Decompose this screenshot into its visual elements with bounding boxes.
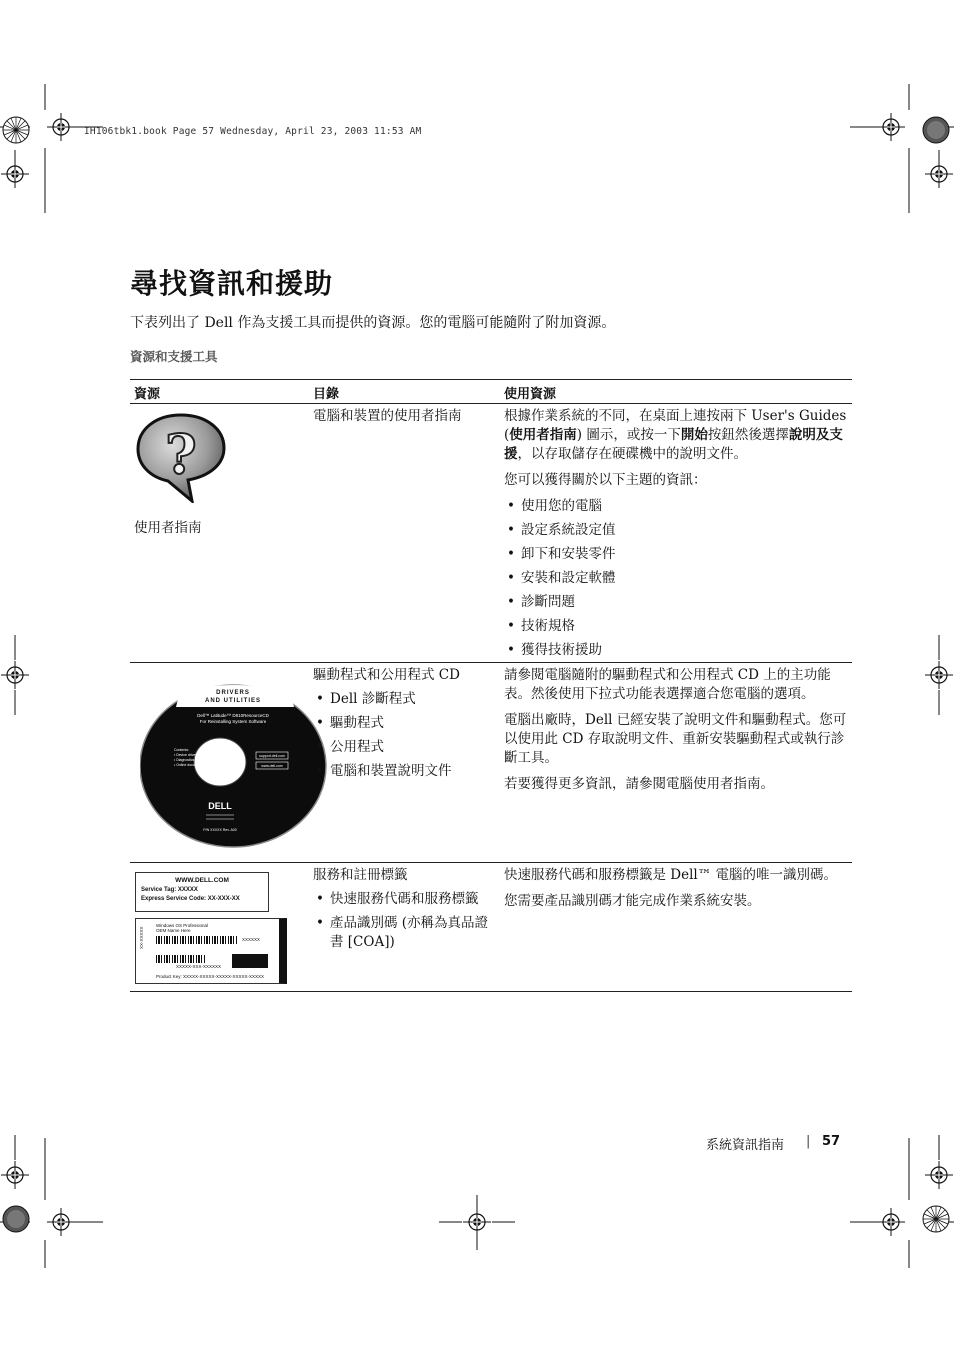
usage-paragraph: 您需要產品識別碼才能完成作業系統安裝。	[504, 893, 761, 909]
intro-paragraph: 下表列出了 Dell 作為支援工具而提供的資源。您的電腦可能隨附了附加資源。	[130, 315, 616, 331]
cd-contents-line: • Device drivers	[174, 753, 199, 757]
list-item: • Dell 診斷程式	[313, 690, 493, 709]
list-item: • 公用程式	[313, 738, 493, 757]
contents-title: 服務和註冊標籤	[313, 867, 408, 883]
usage-text: 根據作業系統的不同，在桌面上連按兩下 User's Guides (	[504, 408, 847, 443]
usage-cell	[504, 866, 852, 918]
coa-number2: XXXXX-XXX-XXXXXX	[176, 964, 222, 969]
list-item: • 驅動程式	[313, 714, 493, 733]
list-item: • 診斷問題	[504, 593, 852, 612]
cd-sub1: Dell™ Latitude™ D810ResourceCD	[197, 713, 269, 718]
usage-paragraph: 電腦出廠時，Dell 已經安裝了說明文件和驅動程式。您可以使用此 CD 存取說明文件、重新安裝驅動程式或執行診斷工具。	[504, 712, 847, 766]
dell-logo: DELL	[208, 801, 232, 811]
usage-text: ) 圖示，或按一下	[576, 427, 681, 443]
cd-label-line1: DRIVERS	[216, 690, 250, 696]
coa-hologram	[232, 954, 268, 968]
column-header-contents: 目錄	[313, 387, 340, 402]
usage-bold: 說明及支援	[504, 427, 843, 462]
list-item: • 技術規格	[504, 617, 852, 636]
coa-side-code: XX-XXXXX	[139, 926, 144, 949]
usage-paragraph: 請參閱電腦隨附的驅動程式和公用程式 CD 上的主功能表。然後使用下拉式功能表選擇適合您電腦的選項。	[504, 667, 831, 702]
table-bottom-rule	[130, 991, 852, 992]
barcode	[156, 955, 206, 963]
list-item: • 使用您的電腦	[504, 497, 852, 516]
column-header-usage: 使用資源	[504, 387, 557, 402]
cd-sub2: For Reinstalling System Software	[199, 719, 267, 724]
coa-key-value: XXXXX-XXXXX-XXXXX-XXXXX-XXXXX	[183, 974, 265, 979]
table-top-rule	[130, 379, 852, 380]
cd-part-number: P/N XXXXX Rev. A00	[203, 828, 237, 832]
list-item: • 電腦和裝置說明文件	[313, 762, 493, 781]
contents-title: 驅動程式和公用程式 CD	[313, 667, 460, 683]
coa-key-label: Product Key:	[156, 974, 182, 979]
label-express-code: Express Service Code: XX-XXX-XX	[141, 896, 240, 902]
coa-number1: XXXXXX	[242, 937, 261, 942]
coa-product-key	[156, 974, 264, 979]
service-tag-label	[135, 872, 269, 912]
row-rule	[130, 662, 852, 663]
contents-cell	[313, 866, 493, 957]
list-item: • 快速服務代碼和服務標籤	[313, 890, 493, 909]
svg-text:?: ?	[165, 422, 197, 486]
label-service-tag: Service Tag: XXXXX	[141, 887, 198, 893]
help-question-icon	[134, 411, 228, 503]
usage-text: ，以存取儲存在硬碟機中的說明文件。	[517, 446, 747, 462]
coa-os-line: Windows OS Professional	[156, 923, 209, 928]
usage-paragraph: 您可以獲得關於以下主題的資訊：	[504, 472, 707, 488]
cd-contents-line: • Online documentation	[174, 763, 211, 767]
list-item: • 獲得技術援助	[504, 641, 852, 660]
header-rule	[130, 403, 852, 404]
page-title: 尋找資訊和援助	[130, 267, 334, 300]
usage-paragraph	[504, 407, 852, 464]
usage-paragraph: 快速服務代碼和服務標籤是 Dell™ 電腦的唯一識別碼。	[504, 867, 838, 883]
cd-url2: www.dell.com	[261, 764, 283, 768]
usage-cell	[504, 407, 852, 665]
usage-cell	[504, 666, 852, 801]
print-slug: IH106tbk1.book Page 57 Wednesday, April 23, 2003 11:53 AM	[84, 126, 422, 137]
column-header-resource: 資源	[134, 387, 161, 402]
page-number: 57	[822, 1134, 841, 1149]
usage-bold: 開始	[680, 427, 708, 443]
label-url: WWW.DELL.COM	[175, 877, 229, 884]
cd-url1: support.dell.com	[259, 754, 285, 758]
resource-label: 使用者指南	[134, 520, 202, 536]
barcode	[156, 936, 238, 944]
cd-label-line2: AND UTILITIES	[205, 698, 261, 704]
contents-title: 電腦和裝置的使用者指南	[313, 408, 462, 424]
footer-separator: |	[806, 1134, 811, 1149]
list-item: • 安裝和設定軟體	[504, 569, 852, 588]
usage-text: 按鈕然後選擇	[707, 427, 789, 443]
contents-list	[313, 890, 493, 952]
contents-list	[313, 690, 493, 781]
contents-cell	[313, 666, 493, 786]
cd-contents-line: Contents:	[174, 748, 189, 752]
list-item: • 卸下和安裝零件	[504, 545, 852, 564]
list-item: • 設定系統設定值	[504, 521, 852, 540]
row-rule	[130, 862, 852, 863]
coa-oem-line: OEM Name Here	[156, 928, 191, 933]
list-item: • 產品識別碼 (亦稱為真品證書 [COA])	[313, 914, 493, 952]
usage-paragraph: 若要獲得更多資訊，請參閱電腦使用者指南。	[504, 776, 774, 792]
coa-label	[135, 918, 287, 984]
cd-contents-line: • Diagnostics and utilities	[174, 758, 213, 762]
usage-bold: 使用者指南	[509, 427, 577, 443]
cd-disc-icon	[140, 681, 330, 849]
footer-section-title: 系統資訊指南	[706, 1138, 785, 1153]
table-caption: 資源和支援工具	[130, 349, 218, 364]
topic-list	[504, 497, 852, 660]
